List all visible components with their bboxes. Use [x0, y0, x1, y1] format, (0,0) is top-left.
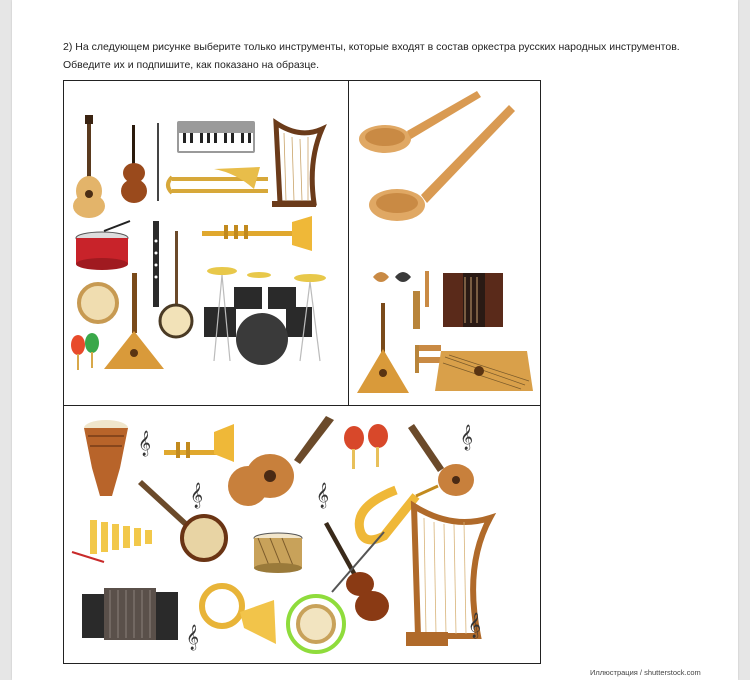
trumpet-icon — [202, 216, 312, 251]
snare-drum-icon — [254, 533, 302, 573]
worksheet-page — [12, 0, 738, 680]
tambourine-icon — [79, 284, 117, 322]
image-credit: Иллюстрация / shutterstock.com — [590, 668, 701, 677]
gusli-icon — [435, 351, 533, 391]
banjo-icon — [138, 480, 226, 560]
synthesizer-icon — [177, 121, 255, 153]
tambourine-icon — [288, 596, 344, 652]
french-horn-icon — [202, 586, 276, 644]
instruments-illustration-a — [64, 81, 349, 406]
instruments-panel-top-right — [348, 80, 541, 407]
svg-text:𝄞: 𝄞 — [468, 613, 482, 638]
wooden-spoons-icon — [359, 91, 515, 221]
task-text — [63, 38, 723, 74]
instruments-illustration-b — [349, 81, 540, 406]
svg-text:𝄞: 𝄞 — [186, 625, 200, 650]
ocarina-icon — [373, 272, 411, 282]
violin-icon — [121, 123, 158, 203]
task-line-1: 2) На следующем рисунке выберите только инструменты, которые входят в состав оркестра русских народных инструментов. — [63, 41, 680, 53]
svg-text:𝄞: 𝄞 — [190, 483, 204, 508]
harp-icon — [272, 123, 322, 207]
guitar-icon — [73, 115, 105, 218]
violin-icon — [324, 522, 389, 621]
xylophone-icon — [72, 520, 152, 562]
accordion-icon — [443, 273, 503, 327]
djembe-icon — [84, 420, 128, 496]
svg-text:𝄞: 𝄞 — [138, 431, 152, 456]
rattle-icon — [415, 345, 441, 373]
drum-kit-icon — [204, 267, 326, 365]
maracas-icon — [71, 333, 99, 370]
trumpet-icon — [164, 424, 234, 462]
instruments-panel-top-left — [63, 80, 350, 407]
svg-text:𝄞: 𝄞 — [316, 483, 330, 508]
task-line-2: Обведите их и подпишите, как показано на образце. — [63, 59, 320, 71]
drum-icon — [76, 221, 130, 270]
trombone-icon — [168, 167, 268, 193]
instruments-illustration-c — [64, 406, 540, 663]
whistle-icon — [413, 271, 429, 329]
svg-text:𝄞: 𝄞 — [460, 425, 474, 450]
instruments-panel-bottom — [63, 405, 541, 664]
flute-icon — [153, 221, 159, 307]
banjo-icon — [160, 231, 192, 337]
maracas-icon — [344, 424, 388, 469]
accordion-icon — [82, 588, 178, 640]
balalaika-icon — [357, 303, 409, 393]
